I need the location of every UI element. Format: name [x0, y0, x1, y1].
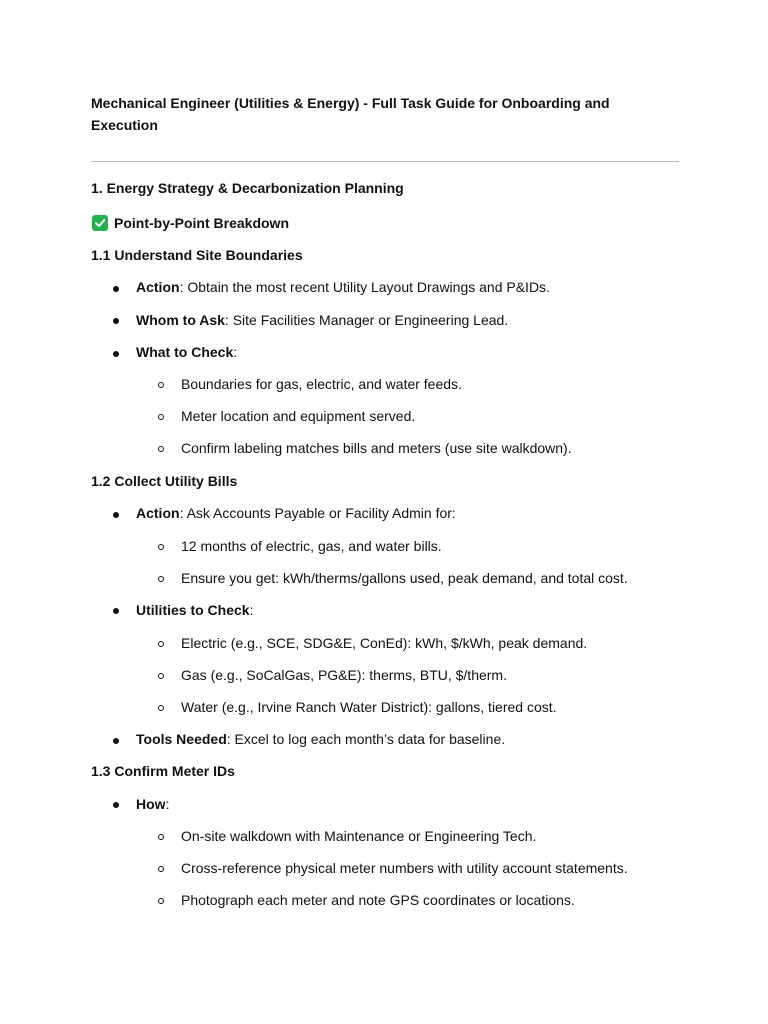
horizontal-divider: [91, 161, 679, 162]
bullet-icon: [113, 318, 119, 324]
subsection-heading-1-1: 1.1 Understand Site Boundaries: [91, 247, 303, 263]
list-item: Utilities to Check:: [136, 602, 254, 618]
section-heading: 1. Energy Strategy & Decarbonization Planning: [91, 180, 404, 196]
subsection-heading-1-3: 1.3 Confirm Meter IDs: [91, 763, 235, 779]
sub-list-item: Gas (e.g., SoCalGas, PG&E): therms, BTU, $/therm.: [181, 667, 507, 683]
sub-list-item: Water (e.g., Irvine Ranch Water District): gallons, tiered cost.: [181, 699, 557, 715]
sub-list-item: Cross-reference physical meter numbers with utility account statements.: [181, 860, 628, 876]
sub-bullet-icon: [158, 544, 164, 550]
sub-list-item: On-site walkdown with Maintenance or Engineering Tech.: [181, 828, 537, 844]
breakdown-heading: Point-by-Point Breakdown: [114, 215, 289, 231]
sub-list-item: Ensure you get: kWh/therms/gallons used, peak demand, and total cost.: [181, 570, 628, 586]
bullet-icon: [113, 512, 119, 518]
sub-list-item: Meter location and equipment served.: [181, 408, 416, 424]
sub-list-item: Photograph each meter and note GPS coordinates or locations.: [181, 892, 575, 908]
check-mark-icon: [92, 215, 108, 231]
sub-list-item: Electric (e.g., SCE, SDG&E, ConEd): kWh, $/kWh, peak demand.: [181, 635, 588, 651]
sub-bullet-icon: [158, 834, 164, 840]
sub-list-item: 12 months of electric, gas, and water bills.: [181, 538, 442, 554]
sub-bullet-icon: [158, 382, 164, 388]
list-item: What to Check:: [136, 344, 238, 360]
bullet-icon: [113, 802, 119, 808]
sub-bullet-icon: [158, 576, 164, 582]
sub-bullet-icon: [158, 641, 164, 647]
bullet-icon: [113, 351, 119, 357]
document-title: Mechanical Engineer (Utilities & Energy) - Full Task Guide for Onboarding and Execution: [91, 95, 610, 133]
sub-bullet-icon: [158, 446, 164, 452]
subsection-heading-1-2: 1.2 Collect Utility Bills: [91, 473, 238, 489]
sub-list-item: Boundaries for gas, electric, and water feeds.: [181, 376, 462, 392]
sub-bullet-icon: [158, 898, 164, 904]
sub-bullet-icon: [158, 705, 164, 711]
list-item: Whom to Ask: Site Facilities Manager or Engineering Lead.: [136, 312, 509, 328]
bullet-icon: [113, 286, 119, 292]
list-item: Action: Ask Accounts Payable or Facility Admin for:: [136, 505, 456, 521]
sub-bullet-icon: [158, 673, 164, 679]
list-item: How:: [136, 796, 170, 812]
list-item: Action: Obtain the most recent Utility Layout Drawings and P&IDs.: [136, 279, 550, 295]
list-item: Tools Needed: Excel to log each month’s data for baseline.: [136, 731, 506, 747]
bullet-icon: [113, 738, 119, 744]
sub-bullet-icon: [158, 866, 164, 872]
sub-bullet-icon: [158, 414, 164, 420]
bullet-icon: [113, 608, 119, 614]
sub-list-item: Confirm labeling matches bills and meters (use site walkdown).: [181, 440, 572, 456]
